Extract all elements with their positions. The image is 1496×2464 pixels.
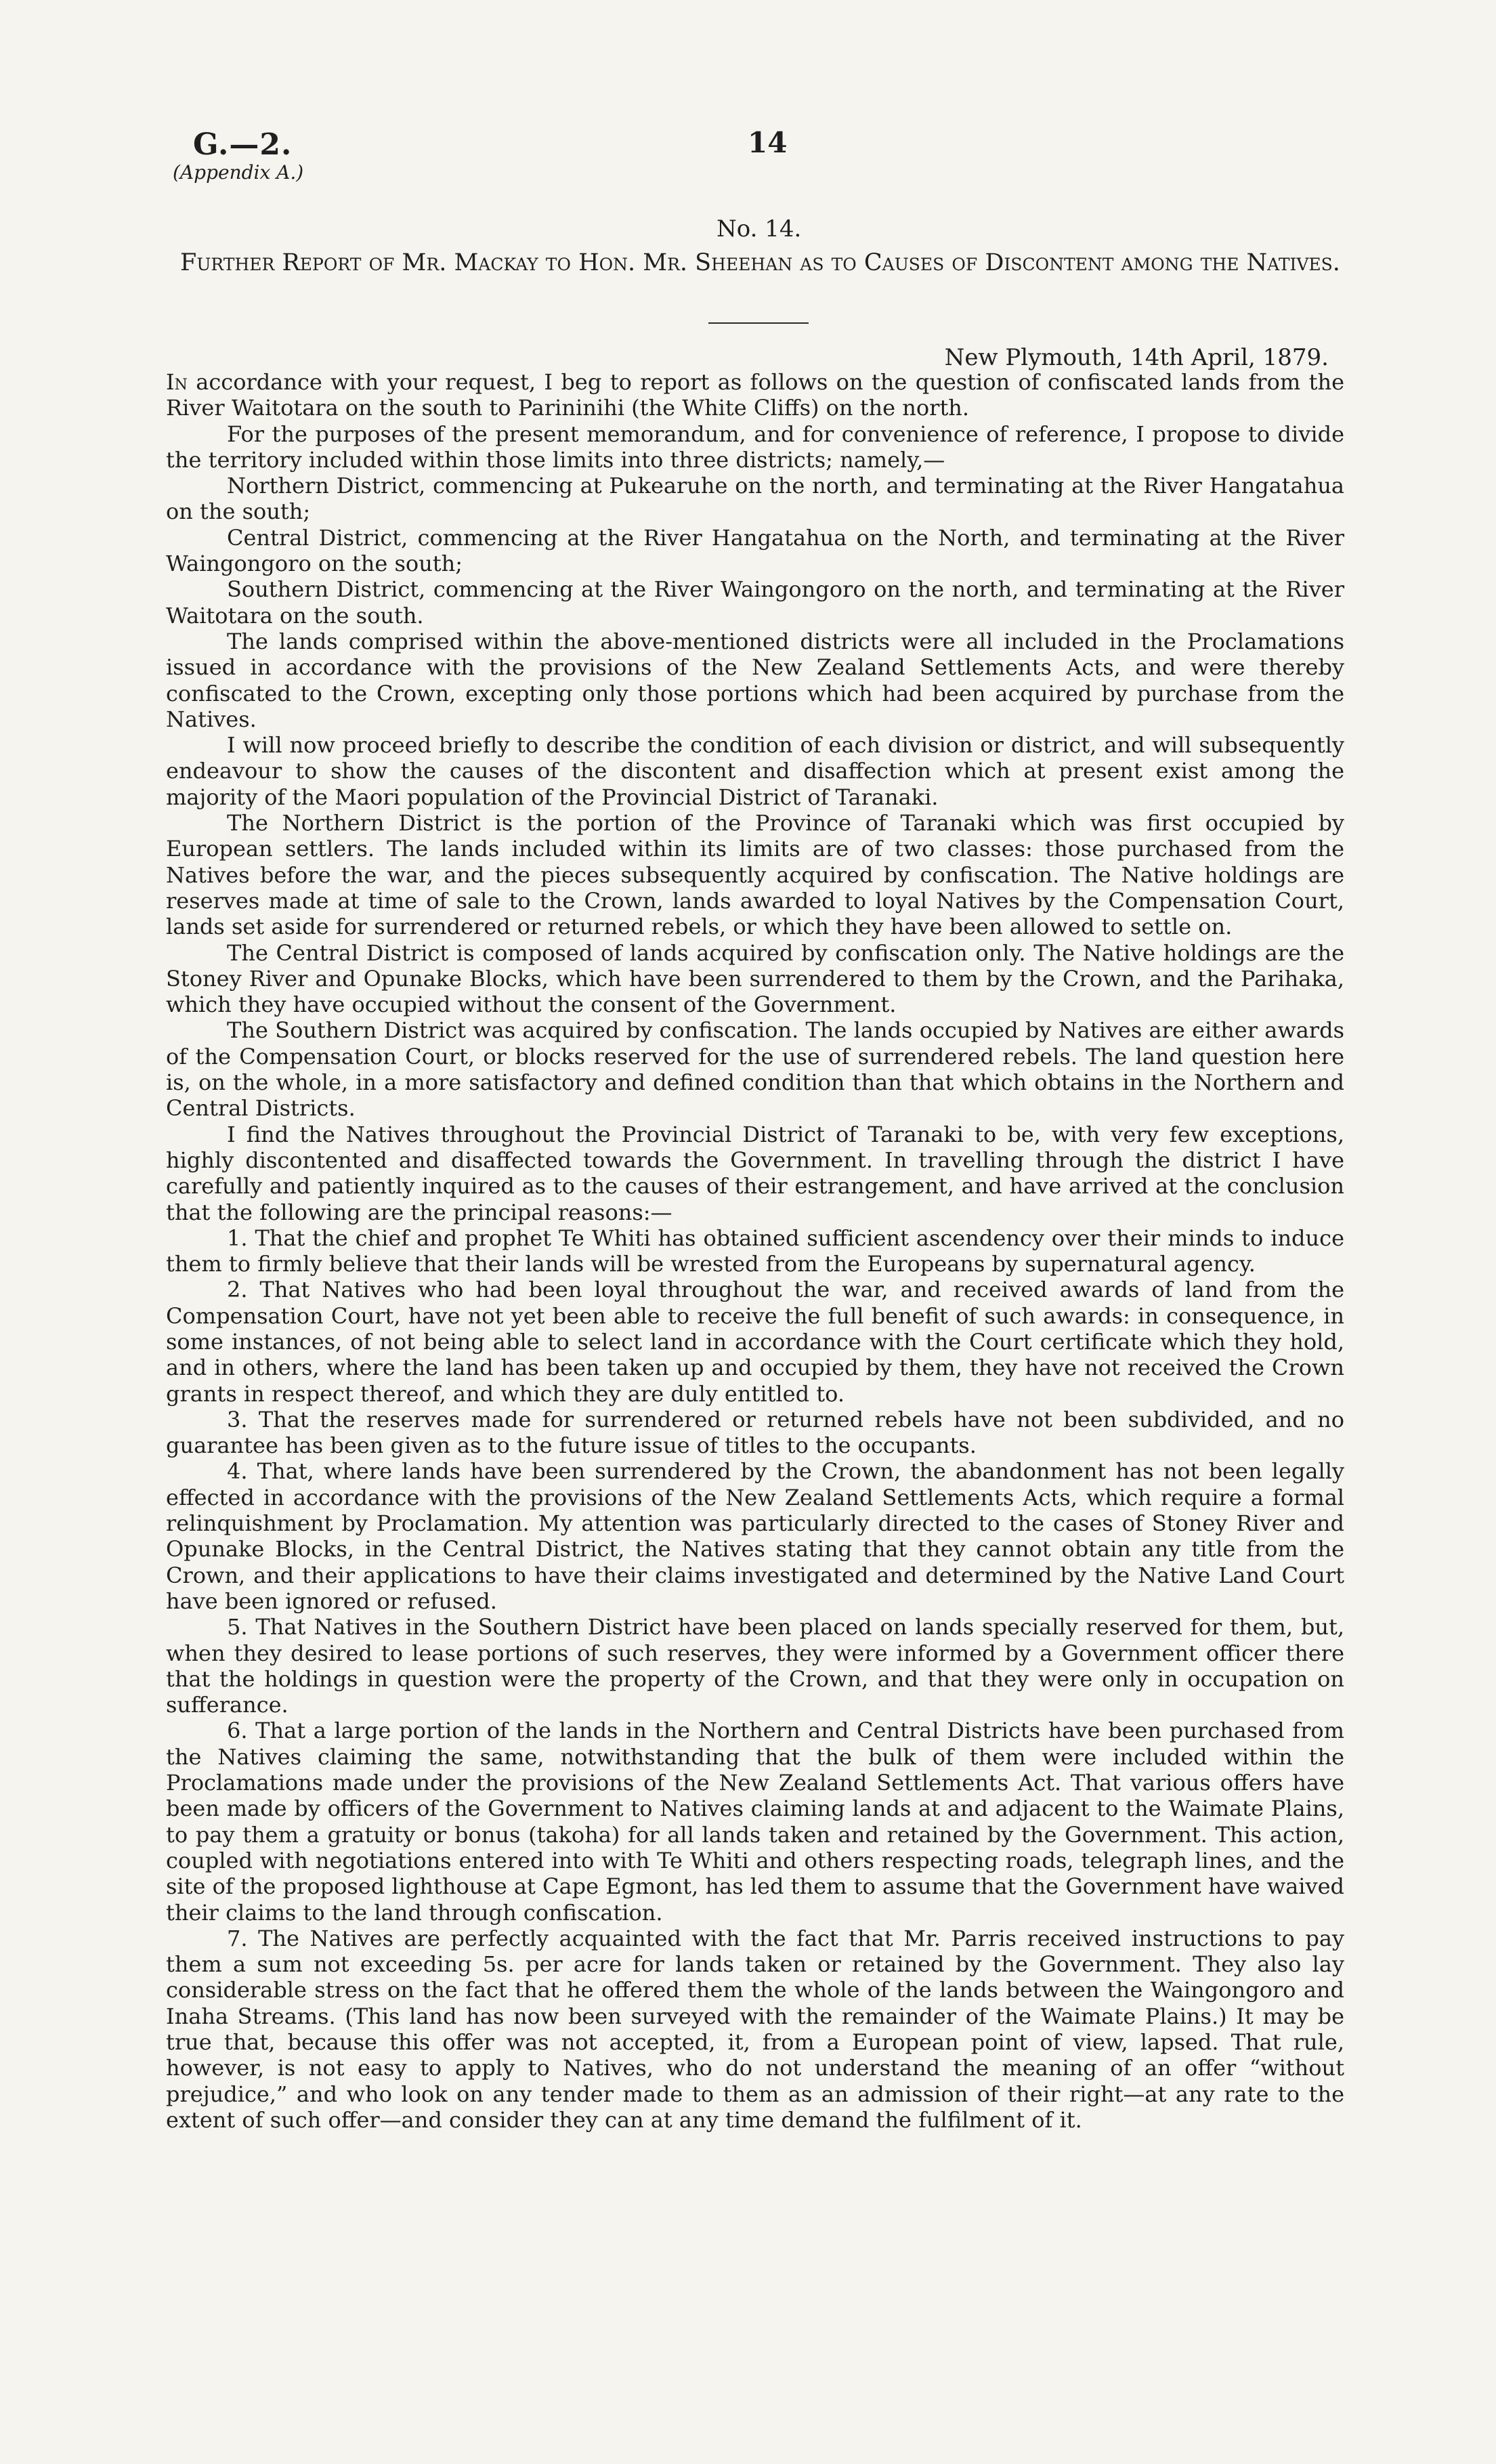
paragraph: [166, 369, 1344, 421]
opening-word: In: [166, 369, 188, 395]
paragraph: Central District, commencing at the River Hangatahua on the North, and terminating at the River Waingongoro on the south;: [166, 524, 1344, 577]
dateline: New Plymouth, 14th April, 1879.: [944, 344, 1329, 371]
paragraph-text: accordance with your request, I beg to report as follows on the question of confiscated lands from the River Waitotara on the south to Parininihi (the White Cliffs) on the north.: [166, 369, 1345, 421]
paragraph: The lands comprised within the above-mentioned districts were all included in the Proclamations issued in accordance with the provisions of the New Zealand Settlements Acts, and were thereby confiscated to the Crown, excepting only those portions which had been acquired by purchase from the Natives.: [166, 628, 1344, 732]
report-body: [166, 369, 1344, 2133]
reason-2: 2. That Natives who had been loyal throughout the war, and received awards of land from the Compensation Court, have not yet been able to receive the full benefit of such awards: in consequence, in some instances, of not being able to select land in accordance with the Court certificate which they hold, and in others, where the land has been taken up and occupied by them, they have not received the Crown grants in respect thereof, and which they are duly entitled to.: [166, 1277, 1344, 1407]
reason-7: 7. The Natives are perfectly acquainted with the fact that Mr. Parris received instructions to pay them a sum not exceeding 5s. per acre for lands taken or retained by the Government. They also lay considerable stress on the fact that he offered them the whole of the lands between the Waingongoro and Inaha Streams. (This land has now been surveyed with the remainder of the Waimate Plains.) It may be true that, because this offer was not accepted, it, from a European point of view, lapsed. That rule, however, is not easy to apply to Natives, who do not understand the meaning of an offer “without prejudice,” and who look on any tender made to them as an admission of their right—at any rate to the extent of such offer—and consider they can at any time demand the fulfilment of it.: [166, 1925, 1344, 2133]
paragraph: The Southern District was acquired by confiscation. The lands occupied by Natives are either awards of the Compensation Court, or blocks reserved for the use of surrendered rebels. The land question here is, on the whole, in a more satisfactory and defined condition than that which obtains in the Northern and Central Districts.: [166, 1017, 1344, 1122]
document-number: No. 14.: [717, 215, 802, 242]
appendix-label: (Appendix A.): [173, 161, 304, 184]
paper-reference: G.—2.: [193, 127, 293, 162]
paragraph: The Central District is composed of lands acquired by confiscation only. The Native holdings are the Stoney River and Opunake Blocks, which have been surrendered to them by the Crown, and the Parihaka, which they have occupied without the consent of the Government.: [166, 939, 1344, 1018]
paragraph: Northern District, commencing at Pukearuhe on the north, and terminating at the River Hangatahua on the south;: [166, 473, 1344, 525]
paragraph: The Northern District is the portion of the Province of Taranaki which was first occupied by European settlers. The lands included within its limits are of two classes: those purchased from the Natives before the war, and the pieces subsequently acquired by confiscation. The Native holdings are reserves made at time of sale to the Crown, lands awarded to loyal Natives by the Compensation Court, lands set aside for surrendered or returned rebels, or which they have been allowed to settle on.: [166, 810, 1344, 940]
reason-1: 1. That the chief and prophet Te Whiti has obtained sufficient ascendency over their minds to induce them to firmly believe that their lands will be wrested from the Europeans by supernatural agency.: [166, 1225, 1344, 1277]
reason-5: 5. That Natives in the Southern District have been placed on lands specially reserved for them, but, when they desired to lease portions of such reserves, they were informed by a Government officer there that the holdings in question were the property of the Crown, and that they were only in occupation on sufferance.: [166, 1614, 1344, 1718]
title-divider: [708, 322, 809, 324]
reason-6: 6. That a large portion of the lands in the Northern and Central Districts have been purchased from the Natives claiming the same, notwithstanding that the bulk of them were included within the Proclamations made under the provisions of the New Zealand Settlements Act. That various offers have been made by officers of the Government to Natives claiming lands at and adjacent to the Waimate Plains, to pay them a gratuity or bonus (takoha) for all lands taken and retained by the Government. This action, coupled with negotiations entered into with Te Whiti and others respecting roads, telegraph lines, and the site of the proposed lighthouse at Cape Egmont, has led them to assume that the Government have waived their claims to the land through confiscation.: [166, 1718, 1344, 1926]
paragraph: I will now proceed briefly to describe the condition of each division or district, and will subsequently endeavour to show the causes of the discontent and disaffection which at present exist among the majority of the Maori population of the Provincial District of Taranaki.: [166, 732, 1344, 810]
reason-4: 4. That, where lands have been surrendered by the Crown, the abandonment has not been legally effected in accordance with the provisions of the New Zealand Settlements Acts, which require a formal relinquishment by Proclamation. My attention was particularly directed to the cases of Stoney River and Opunake Blocks, in the Central District, the Natives stating that they cannot obtain any title from the Crown, and their applications to have their claims investigated and determined by the Native Land Court have been ignored or refused.: [166, 1458, 1344, 1614]
reason-3: 3. That the reserves made for surrendered or returned rebels have not been subdivided, and no guarantee has been given as to the future issue of titles to the occupants.: [166, 1406, 1344, 1459]
document-title: Further Report of Mr. Mackay to Hon. Mr. Sheehan as to Causes of Discontent among the Natives.: [180, 249, 1340, 276]
paragraph: I find the Natives throughout the Provincial District of Taranaki to be, with very few exceptions, highly discontented and disaffected towards the Government. In travelling through the district I have carefully and patiently inquired as to the causes of their estrangement, and have arrived at the conclusion that the following are the principal reasons:—: [166, 1121, 1344, 1225]
paragraph: Southern District, commencing at the River Waingongoro on the north, and terminating at the River Waitotara on the south.: [166, 576, 1344, 629]
paragraph: For the purposes of the present memorandum, and for convenience of reference, I propose to divide the territory included within those limits into three districts; namely,—: [166, 421, 1344, 473]
page-number: 14: [748, 126, 788, 159]
